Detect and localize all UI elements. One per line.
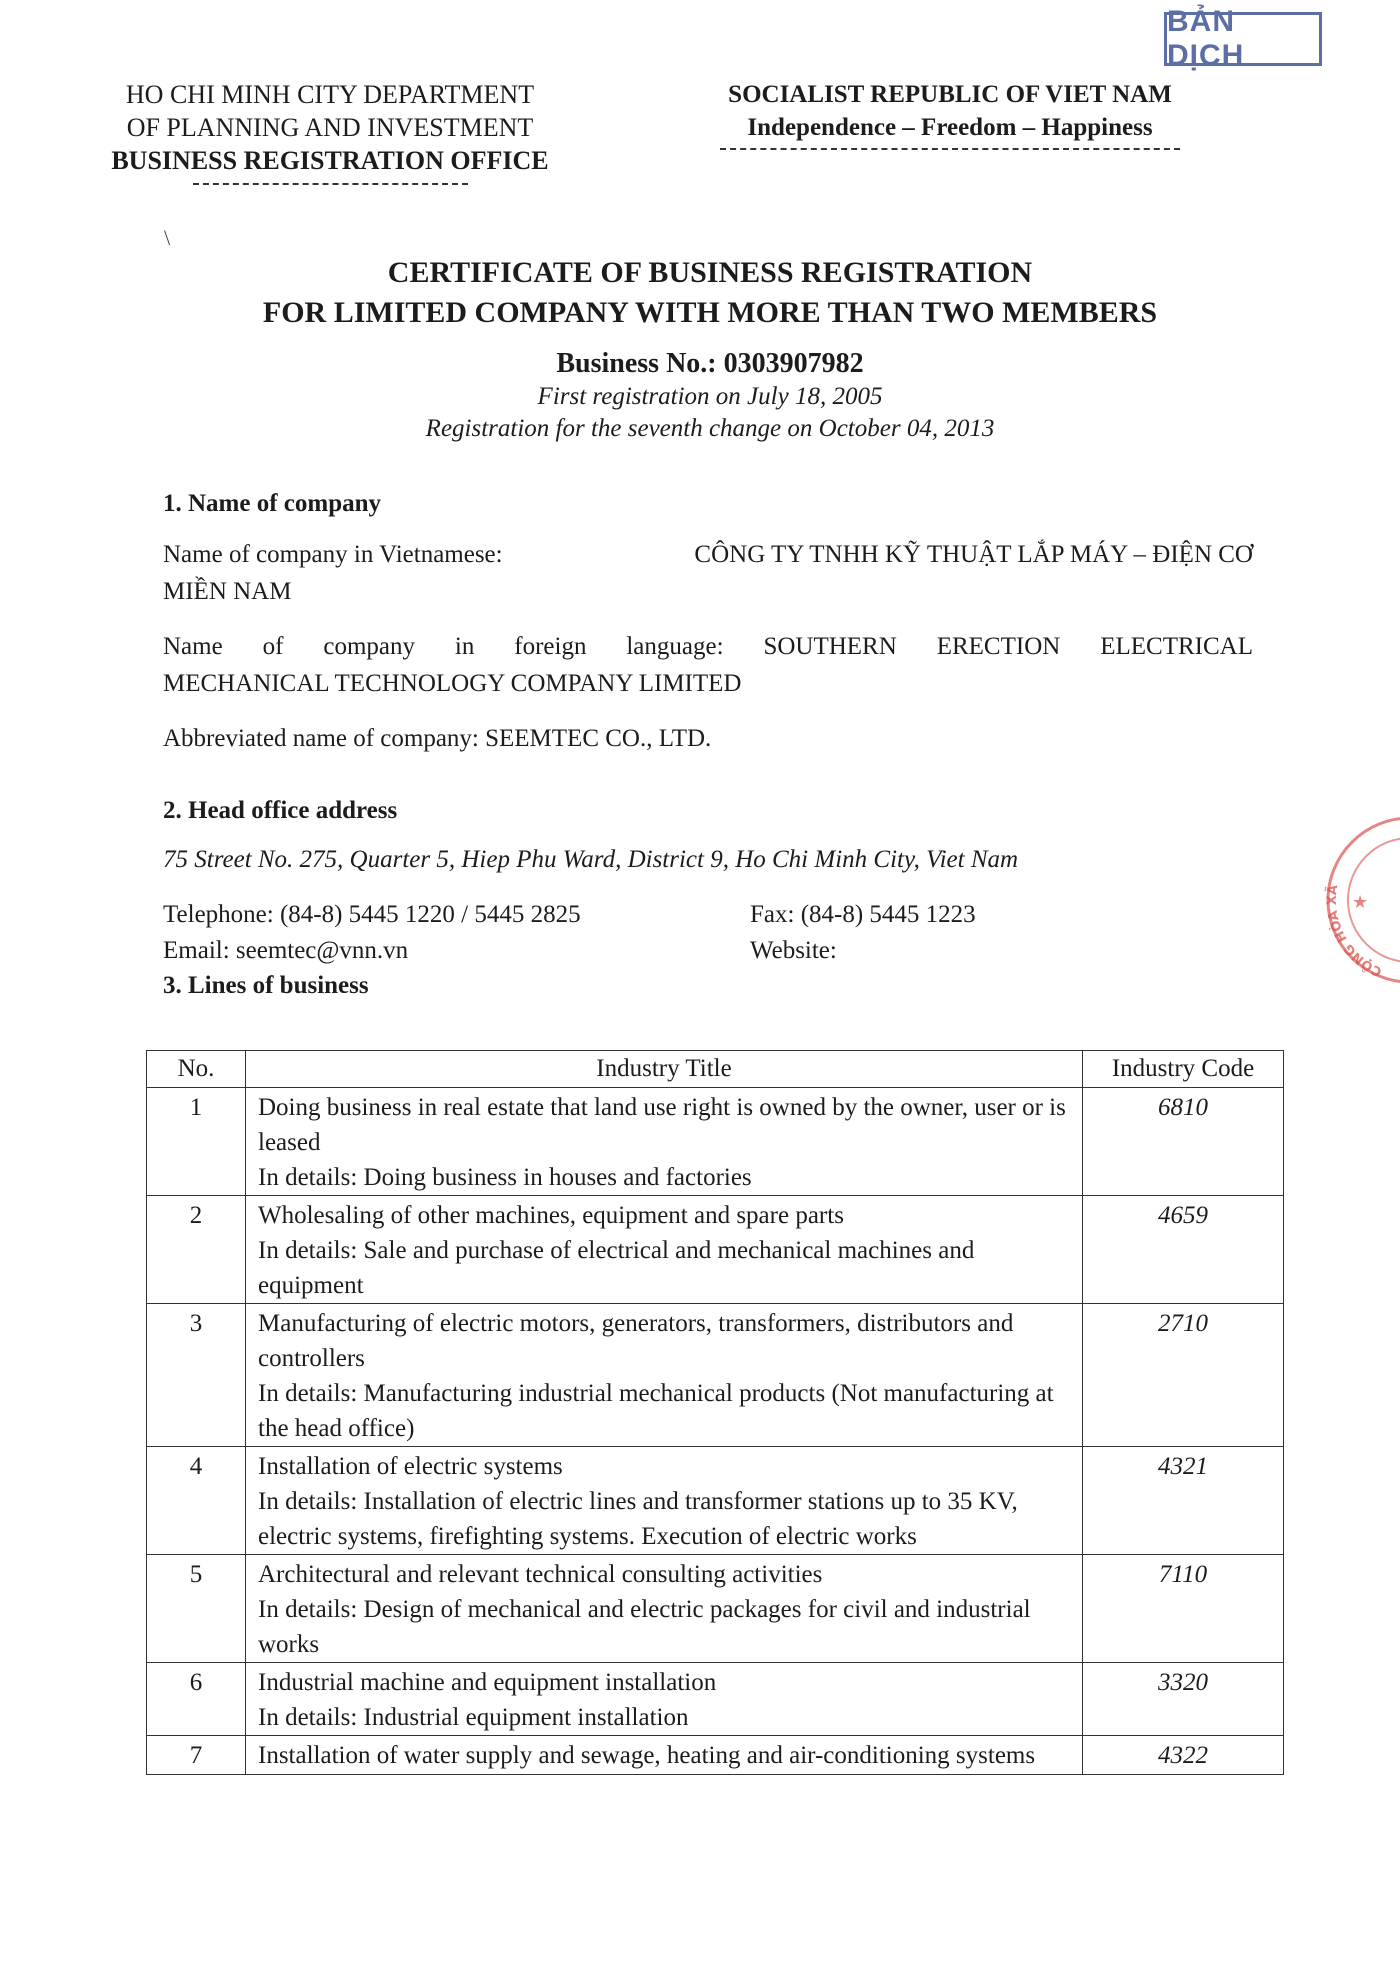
- industry-title: [246, 1196, 1083, 1304]
- industry-title: [246, 1088, 1083, 1196]
- industry-title: [246, 1555, 1083, 1663]
- svg-text:★: ★: [1352, 892, 1369, 913]
- foreign-name-word: language:: [626, 633, 724, 660]
- fax: Fax: (84-8) 5445 1223: [750, 901, 976, 928]
- vietnamese-name-line-2: MIỀN NAM: [163, 578, 292, 605]
- foreign-name-word: in: [454, 633, 475, 660]
- vietnamese-name-value: CÔNG TY TNHH KỸ THUẬT LẮP MÁY – ĐIỆN CƠ: [694, 541, 1253, 568]
- industry-title: [246, 1663, 1083, 1736]
- industry-title-details: In details: Installation of electric lines and transformer stations up to 35 KV, electric systems, firefighting systems. Execution of electric works: [258, 1488, 1018, 1550]
- industry-title-details: In details: Design of mechanical and electric packages for civil and industrial works: [258, 1596, 1031, 1658]
- lines-of-business-table: [146, 1050, 1284, 1775]
- industry-title-main: Industrial machine and equipment installation: [258, 1669, 717, 1696]
- industry-code: 6810: [1083, 1088, 1284, 1196]
- industry-title-details: In details: Industrial equipment installation: [258, 1704, 689, 1731]
- office-line-3: BUSINESS REGISTRATION OFFICE: [111, 146, 549, 175]
- table-row: [147, 1304, 1284, 1447]
- vietnamese-name-label: Name of company in Vietnamese:: [163, 541, 503, 568]
- issuing-office-header: [95, 78, 565, 185]
- industry-code: 4322: [1083, 1736, 1284, 1775]
- table-row: [147, 1555, 1284, 1663]
- industry-title-details: In details: Sale and purchase of electrical and mechanical machines and equipment: [258, 1237, 975, 1299]
- telephone: Telephone: (84-8) 5445 1220 / 5445 2825: [163, 901, 581, 928]
- seal-graphic: [1300, 800, 1400, 1000]
- row-number: 5: [147, 1555, 246, 1663]
- industry-title-details: In details: Manufacturing industrial mechanical products (Not manufacturing at the head office): [258, 1380, 1054, 1442]
- industry-title-details: In details: Doing business in houses and factories: [258, 1164, 752, 1191]
- website: Website:: [750, 937, 837, 964]
- industry-title-main: Manufacturing of electric motors, generators, transformers, distributors and controllers: [258, 1310, 1014, 1372]
- foreign-name-word: ELECTRICAL: [1100, 633, 1253, 660]
- vietnamese-name: [163, 536, 1253, 610]
- section-1-heading: 1. Name of company: [163, 490, 382, 517]
- country-name: SOCIALIST REPUBLIC OF VIET NAM: [728, 81, 1172, 108]
- table-row: [147, 1663, 1284, 1736]
- email: Email: seemtec@vnn.vn: [163, 937, 409, 964]
- foreign-name-word: SOUTHERN: [763, 633, 897, 660]
- column-header-industry-code: Industry Code: [1083, 1051, 1284, 1088]
- foreign-name-word: company: [323, 633, 415, 660]
- row-number: 2: [147, 1196, 246, 1304]
- table-row: [147, 1088, 1284, 1196]
- foreign-name-line-1: [163, 628, 1253, 665]
- stray-mark: \: [164, 225, 171, 250]
- row-number: 1: [147, 1088, 246, 1196]
- office-line-2: OF PLANNING AND INVESTMENT: [126, 113, 534, 142]
- head-office-address: 75 Street No. 275, Quarter 5, Hiep Phu Ward, District 9, Ho Chi Minh City, Viet Nam: [163, 846, 1019, 873]
- row-number: 3: [147, 1304, 246, 1447]
- business-number: Business No.: 0303907982: [556, 348, 864, 379]
- certificate-title-line-2: FOR LIMITED COMPANY WITH MORE THAN TWO MEMBERS: [262, 296, 1158, 329]
- row-number: 6: [147, 1663, 246, 1736]
- table-header-row: [147, 1051, 1284, 1088]
- section-3-heading: 3. Lines of business: [163, 972, 369, 999]
- foreign-name-word: foreign: [514, 633, 587, 660]
- industry-title: [246, 1447, 1083, 1555]
- motto-underline: [720, 148, 1180, 150]
- industry-title-main: Installation of electric systems: [258, 1453, 563, 1480]
- table-row: [147, 1447, 1284, 1555]
- industry-code: 3320: [1083, 1663, 1284, 1736]
- foreign-name-word: Name: [163, 633, 223, 660]
- row-number: 7: [147, 1736, 246, 1775]
- table-row: [147, 1196, 1284, 1304]
- first-registration-date: First registration on July 18, 2005: [537, 383, 883, 410]
- industry-code: 2710: [1083, 1304, 1284, 1447]
- industry-title-main: Architectural and relevant technical consulting activities: [258, 1561, 823, 1588]
- foreign-name-word: of: [262, 633, 284, 660]
- industry-code: 7110: [1083, 1555, 1284, 1663]
- column-header-industry-title: Industry Title: [246, 1051, 1083, 1088]
- industry-title-main: Wholesaling of other machines, equipment and spare parts: [258, 1202, 844, 1229]
- industry-code: 4321: [1083, 1447, 1284, 1555]
- motto: Independence – Freedom – Happiness: [747, 114, 1153, 141]
- abbreviated-name: Abbreviated name of company: SEEMTEC CO., LTD.: [163, 725, 712, 752]
- table-row: [147, 1736, 1284, 1775]
- translation-stamp: BẢN DỊCH: [1164, 12, 1322, 66]
- foreign-name-word: ERECTION: [936, 633, 1061, 660]
- industry-title-main: Doing business in real estate that land use right is owned by the owner, user or is leased: [258, 1094, 1066, 1156]
- foreign-name: [163, 628, 1253, 702]
- vietnamese-name-line-1: [163, 536, 1253, 573]
- industry-title-main: Installation of water supply and sewage, heating and air-conditioning systems: [258, 1742, 1036, 1769]
- certificate-title-line-1: CERTIFICATE OF BUSINESS REGISTRATION: [387, 256, 1033, 289]
- column-header-no: No.: [147, 1051, 246, 1088]
- national-motto-header: [700, 78, 1200, 150]
- section-2-heading: 2. Head office address: [163, 797, 398, 824]
- industry-title: [246, 1736, 1083, 1775]
- official-seal: [1300, 800, 1400, 1000]
- office-line-1: HO CHI MINH CITY DEPARTMENT: [125, 80, 535, 109]
- industry-code: 4659: [1083, 1196, 1284, 1304]
- industry-title: [246, 1304, 1083, 1447]
- row-number: 4: [147, 1447, 246, 1555]
- foreign-name-line-2: MECHANICAL TECHNOLOGY COMPANY LIMITED: [163, 670, 742, 697]
- office-underline: [193, 183, 468, 185]
- table-body: [147, 1088, 1284, 1775]
- seventh-change-date: Registration for the seventh change on October 04, 2013: [425, 415, 995, 442]
- seal-text: CỘNG HÒA XÃ: [1324, 883, 1385, 979]
